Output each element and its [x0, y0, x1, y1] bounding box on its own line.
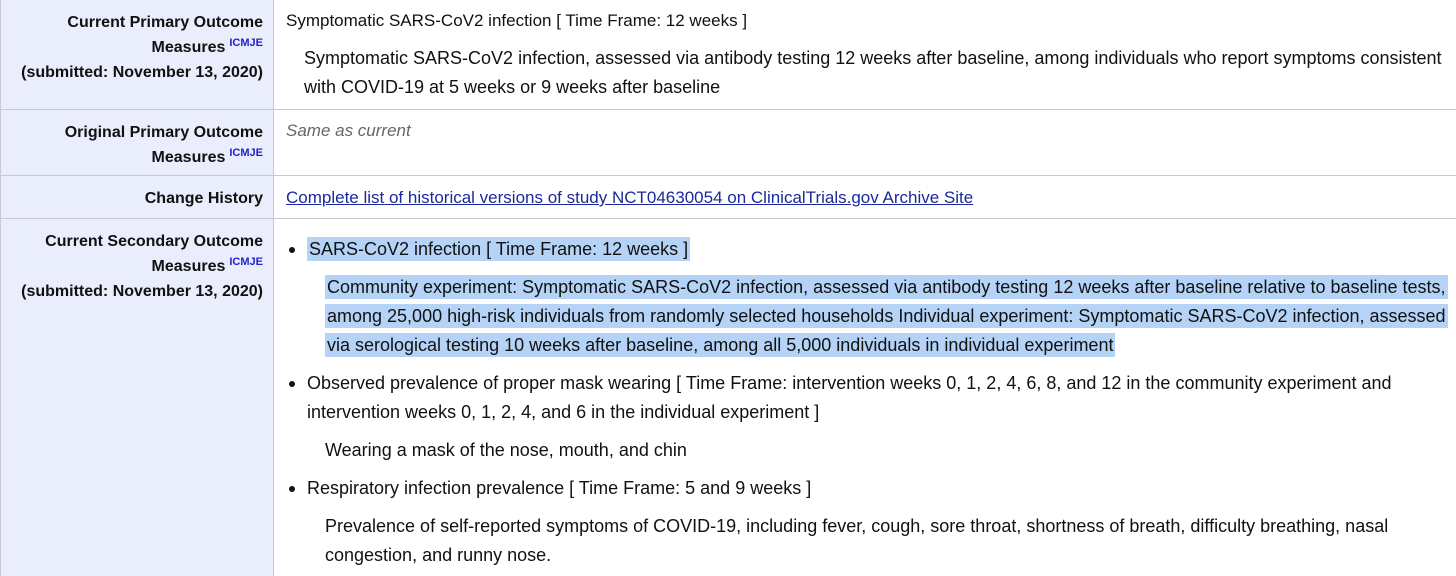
label-line: [1, 145, 263, 170]
bullet-icon: [289, 486, 295, 492]
bullet-icon: [289, 381, 295, 387]
label-submitted-date: (submitted: November 13, 2020): [21, 283, 263, 300]
label-current-secondary-outcome: [1, 219, 274, 576]
label-submitted-date: (submitted: November 13, 2020): [21, 64, 263, 81]
measure-title: Observed prevalence of proper mask wearing [ Time Frame: intervention weeks 0, 1, 2, 4, 6, 8, and 12 in the community experiment and intervention weeks 0, 1, 2, 4, and 6 in the individual experiment ]: [307, 373, 1392, 422]
measure-description: Symptomatic SARS-CoV2 infection, assessed via antibody testing 12 weeks after baseline, among individuals who report symptoms consistent with COVID-19 at 5 weeks or 9 weeks after baseline: [304, 48, 1442, 97]
label-line: [1, 35, 263, 60]
secondary-outcome-list: [286, 235, 1456, 570]
label-line: Current Secondary Outcome: [45, 233, 263, 250]
label-line: Measures: [151, 39, 226, 56]
icmje-badge[interactable]: ICMJE: [229, 37, 263, 49]
row-original-primary-outcome: [1, 109, 1456, 175]
value-original-primary-outcome: [275, 110, 1456, 175]
label-current-primary-outcome: [1, 0, 274, 109]
same-as-current-text: Same as current: [286, 121, 411, 140]
value-current-primary-outcome: [275, 0, 1456, 109]
measure-title: SARS-CoV2 infection [ Time Frame: 12 weeks ]: [309, 239, 689, 259]
measure-description: Community experiment: Symptomatic SARS-CoV2 infection, assessed via antibody testing 12 weeks after baseline relative to baseline tests, among 25,000 high-risk individuals from randomly selected households Individual experiment: Symptomatic SARS-CoV2 infection, assessed via serological testing 10 weeks after baseline, among all 5,000 individuals in individual experiment: [327, 277, 1446, 355]
list-item: [286, 235, 1456, 360]
measure-title: Symptomatic SARS-CoV2 infection [ Time Frame: 12 weeks ]: [286, 11, 748, 30]
label-line: Current Primary Outcome: [67, 14, 263, 31]
archive-site-link[interactable]: Complete list of historical versions of study NCT04630054 on ClinicalTrials.gov Archive Site: [286, 188, 974, 207]
list-item: [286, 369, 1456, 465]
label-line: Original Primary Outcome: [64, 124, 263, 141]
list-item: [286, 474, 1456, 570]
icmje-badge[interactable]: ICMJE: [229, 147, 263, 159]
row-current-secondary-outcome: [1, 218, 1456, 576]
row-current-primary-outcome: [1, 0, 1456, 109]
label-line: Change History: [144, 190, 263, 207]
label-change-history: [1, 176, 274, 218]
label-line: Measures: [151, 258, 226, 275]
label-line: Measures: [151, 149, 226, 166]
measure-title: Respiratory infection prevalence [ Time Frame: 5 and 9 weeks ]: [307, 478, 812, 498]
row-change-history: [1, 175, 1456, 218]
measure-description: Prevalence of self-reported symptoms of COVID-19, including fever, cough, sore throat, shortness of breath, difficulty breathing, nasal congestion, and runny nose.: [325, 516, 1389, 565]
icmje-badge[interactable]: ICMJE: [229, 256, 263, 268]
value-change-history: [275, 176, 1456, 218]
measure-description: Wearing a mask of the nose, mouth, and chin: [325, 440, 687, 460]
measure-description-wrap: [307, 273, 1456, 360]
value-current-secondary-outcome: [275, 219, 1456, 576]
label-line: [1, 254, 263, 279]
label-original-primary-outcome: [1, 110, 274, 175]
bullet-icon: [289, 247, 295, 253]
